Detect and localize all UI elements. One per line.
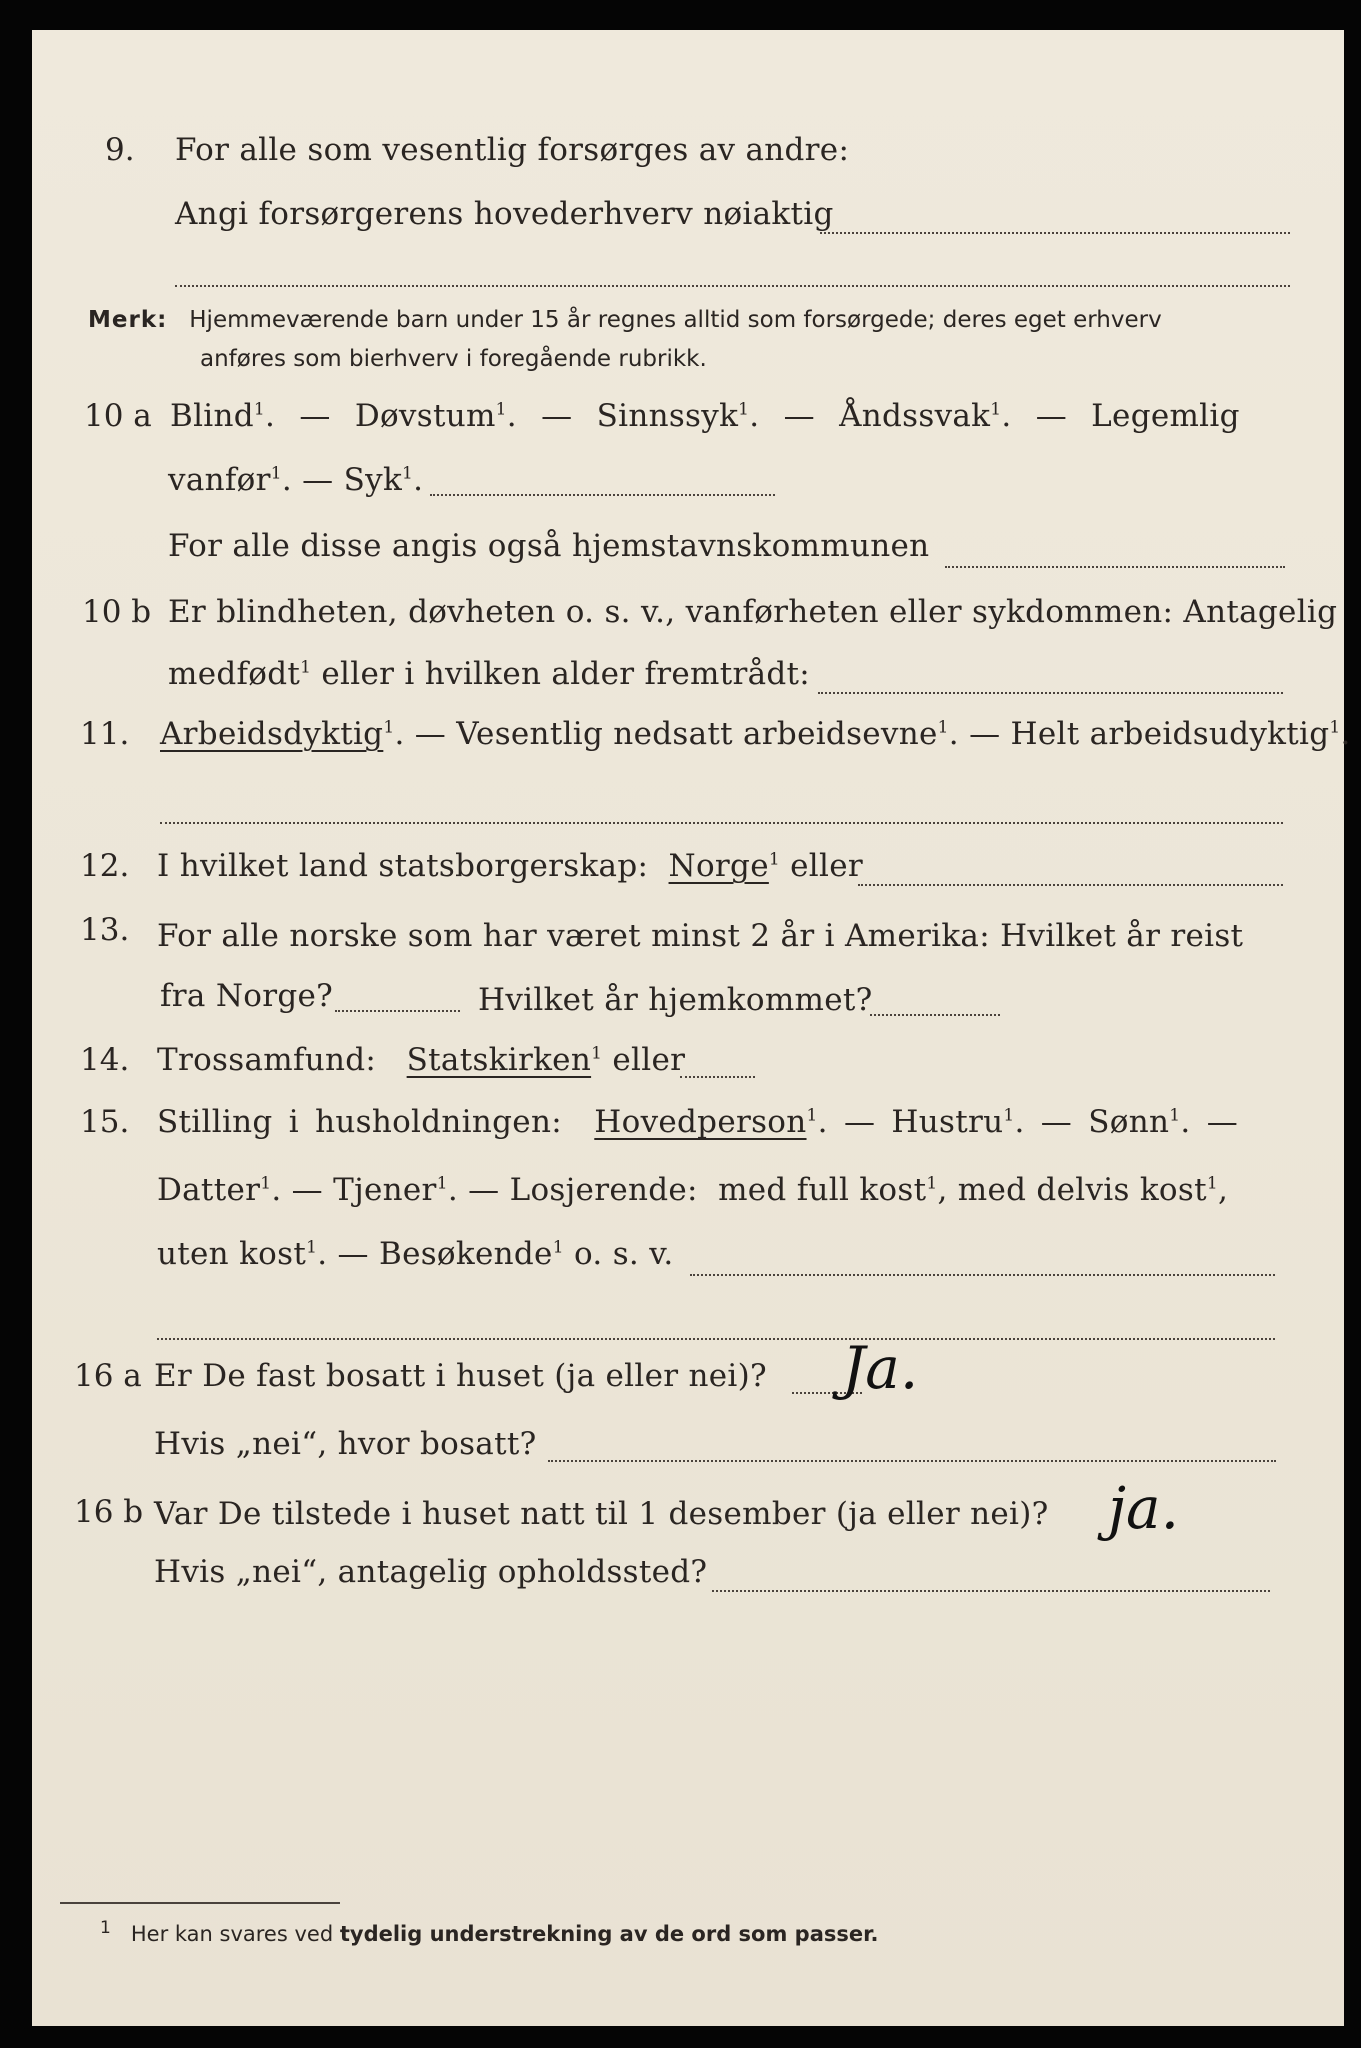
footnote-rule <box>60 1902 340 1904</box>
merk-line1: Hjemmeværende barn under 15 år regnes alltid som forsørgede; deres eget erhverv <box>189 307 1162 333</box>
opt-sinnssyk: Sinnssyk <box>596 398 739 434</box>
q13-hjemkommet-field[interactable] <box>870 1014 1000 1016</box>
q13-number: 13. <box>80 912 130 948</box>
opt-statskirken: Statskirken <box>406 1042 592 1078</box>
q16b-number: 16 b <box>74 1494 144 1530</box>
q16b-handwritten-answer: ja. <box>1108 1474 1179 1542</box>
q15-stilling-field[interactable] <box>690 1274 1275 1276</box>
opt-blind: Blind <box>170 398 254 434</box>
opt-arbeidsdyktig: Arbeidsdyktig <box>160 716 384 752</box>
q13-line1: For alle norske som har været minst 2 år i Amerika: Hvilket år reist <box>157 918 1244 954</box>
opt-hustru: Hustru <box>891 1104 1004 1140</box>
q16a-bosatt-field[interactable] <box>548 1460 1276 1462</box>
q16b-opholdssted-field[interactable] <box>712 1590 1270 1592</box>
footnote-text1: Her kan svares ved <box>130 1922 334 1946</box>
opt-udyktig: Helt arbeidsudyktig <box>1010 716 1330 752</box>
opt-dovstum: Døvstum <box>354 398 496 434</box>
opt-uten-kost: uten kost <box>157 1236 307 1272</box>
q10b-number: 10 b <box>82 594 152 630</box>
q12-country-field[interactable] <box>858 884 1283 886</box>
q16a-number: 16 a <box>74 1358 142 1394</box>
q16b-line2: Hvis „nei“, antagelig opholdssted? <box>154 1554 708 1590</box>
opt-hovedperson: Hovedperson <box>594 1104 807 1140</box>
q11-number: 11. <box>80 716 130 752</box>
q9-answer-line2[interactable] <box>175 285 1290 287</box>
opt-legemlig: Legemlig <box>1091 398 1240 434</box>
q15-osv: o. s. v. <box>573 1236 674 1272</box>
q16a-handwritten-answer: Ja. <box>842 1334 919 1402</box>
q16b-line1: Var De tilstede i huset natt til 1 desember (ja eller nei)? <box>154 1496 1049 1532</box>
q10b-alder-field[interactable] <box>818 692 1283 694</box>
q10a-line3: For alle disse angis også hjemstavnskommunen <box>168 528 930 564</box>
q14-text: Trossamfund: <box>157 1042 377 1078</box>
opt-besokende: Besøkende <box>379 1236 553 1272</box>
q10b-line1: Er blindheten, døvheten o. s. v., vanførheten eller sykdommen: Antagelig <box>168 594 1338 630</box>
footnote-text2: tydelig understrekning av de ord som passer. <box>339 1922 879 1946</box>
q16a-line2: Hvis „nei“, hvor bosatt? <box>154 1426 537 1462</box>
opt-datter: Datter <box>157 1172 261 1208</box>
q12-eller: eller <box>790 848 863 884</box>
opt-norge: Norge <box>668 848 769 884</box>
opt-andssvak: Åndssvak <box>839 398 991 434</box>
opt-sonn: Sønn <box>1088 1104 1170 1140</box>
q13-reist-field[interactable] <box>335 1010 460 1012</box>
merk-label: Merk: <box>88 307 168 333</box>
q10b-rest: eller i hvilken alder fremtrådt: <box>321 656 811 692</box>
q10a-number: 10 a <box>84 398 152 434</box>
q14-trossamfund-field[interactable] <box>680 1076 755 1078</box>
opt-vanfor: vanfør <box>168 462 271 498</box>
footnote-mark: 1 <box>100 1918 111 1938</box>
merk-line2: anføres som bierhverv i foregående rubrikk. <box>200 346 707 372</box>
opt-syk: Syk <box>343 462 403 498</box>
q13-fra: fra Norge? <box>160 978 334 1014</box>
opt-nedsatt: Vesentlig nedsatt arbeidsevne <box>456 716 938 752</box>
q15-text: Stilling i husholdningen: <box>157 1104 562 1140</box>
q9-line1: For alle som vesentlig forsørges av andre: <box>175 132 850 168</box>
opt-losjerende: Losjerende: <box>509 1172 698 1208</box>
opt-delvis-kost: med delvis kost <box>957 1172 1207 1208</box>
opt-full-kost: med full kost <box>718 1172 927 1208</box>
q9-answer-field[interactable] <box>820 232 1290 234</box>
q10a-syk-field[interactable] <box>430 494 775 496</box>
q15-number: 15. <box>80 1104 130 1140</box>
q13-hjem: Hvilket år hjemkommet? <box>478 982 873 1018</box>
q9-number: 9. <box>105 132 135 168</box>
q9-line2: Angi forsørgerens hovederhverv nøiaktig <box>175 196 834 232</box>
q14-number: 14. <box>80 1042 130 1078</box>
opt-medfodt: medfødt <box>168 656 301 692</box>
q10a-hjemstavn-field[interactable] <box>945 566 1285 568</box>
q15-answer-line[interactable] <box>157 1338 1275 1340</box>
q11-answer-line[interactable] <box>160 822 1283 824</box>
q12-number: 12. <box>80 848 130 884</box>
opt-tjener: Tjener <box>333 1172 437 1208</box>
q14-eller: eller <box>612 1042 686 1078</box>
q12-text: I hvilket land statsborgerskap: <box>157 848 649 884</box>
q16a-line1: Er De fast bosatt i huset (ja eller nei)? <box>154 1358 767 1394</box>
